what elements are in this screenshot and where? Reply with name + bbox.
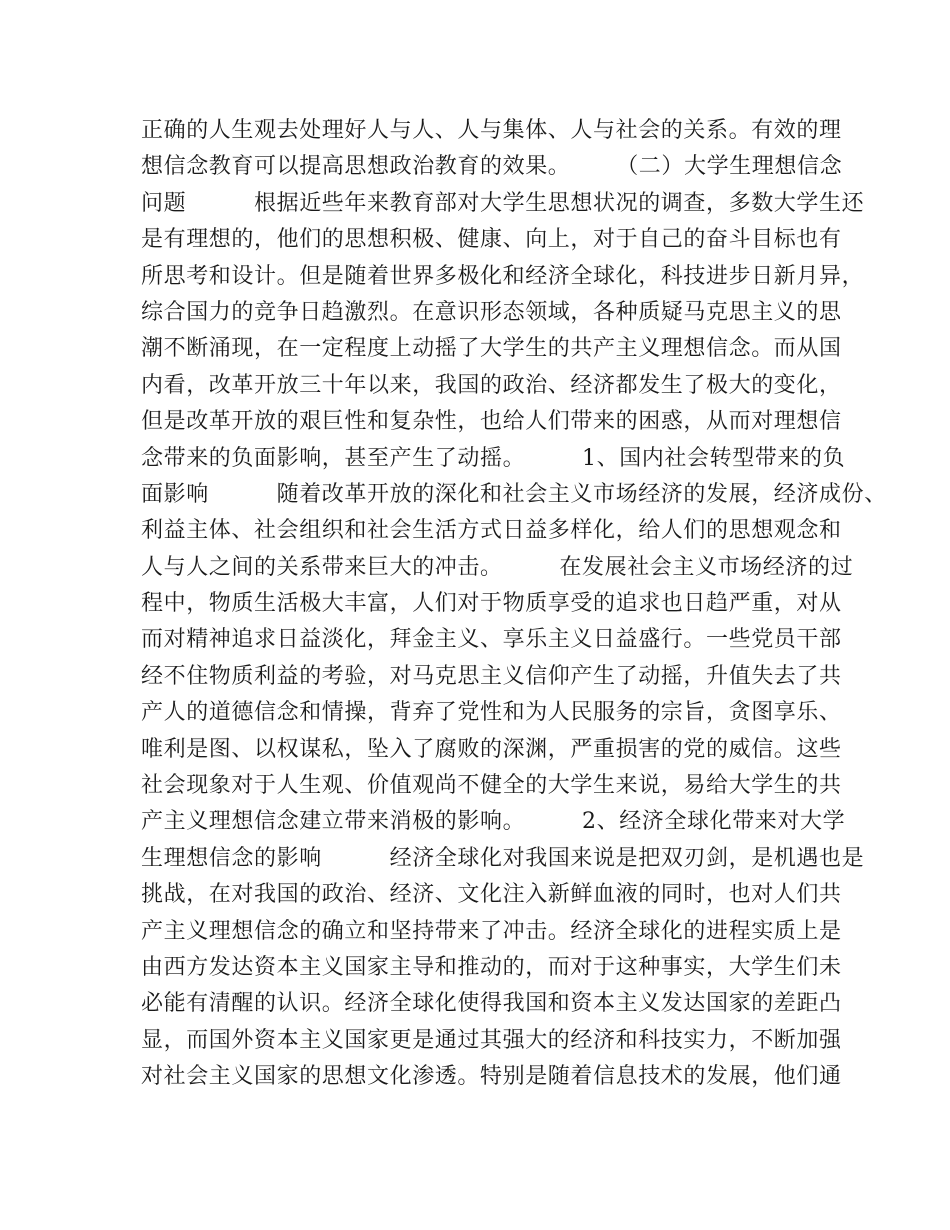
- text-line: 产主义理想信念建立带来消极的影响。 2、经济全球化带来对大学: [141, 809, 846, 835]
- text-line: 问题 根据近些年来教育部对大学生思想状况的调查，多数大学生还: [141, 190, 865, 216]
- text-line: 产人的道德信念和情操，背弃了党性和为人民服务的宗旨，贪图享乐、: [141, 700, 842, 726]
- text-line: 显，而国外资本主义国家更是通过其强大的经济和科技实力，不断加强: [141, 1027, 842, 1053]
- text-line: 利益主体、社会组织和社会生活方式日益多样化，给人们的思想观念和: [141, 518, 842, 544]
- text-line: 想信念教育可以提高思想政治教育的效果。 （二）大学生理想信念: [141, 154, 843, 180]
- text-line: 由西方发达资本主义国家主导和推动的，而对于这种事实，大学生们未: [141, 954, 842, 980]
- text-line: 唯利是图、以权谋私，坠入了腐败的深渊，严重损害的党的威信。这些: [141, 736, 842, 762]
- text-line: 是有理想的，他们的思想积极、健康、向上，对于自己的奋斗目标也有: [141, 227, 842, 253]
- text-line: 而对精神追求日益淡化，拜金主义、享乐主义日益盛行。一些党员干部: [141, 627, 842, 653]
- text-line: 对社会主义国家的思想文化渗透。特别是随着信息技术的发展，他们通: [141, 1064, 842, 1090]
- text-line: 人与人之间的关系带来巨大的冲击。 在发展社会主义市场经济的过: [141, 554, 854, 580]
- text-line: 内看，改革开放三十年以来，我国的政治、经济都发生了极大的变化，: [141, 372, 842, 398]
- text-line: 综合国力的竞争日趋激烈。在意识形态领域，各种质疑马克思主义的思: [141, 299, 842, 325]
- text-line: 正确的人生观去处理好人与人、人与集体、人与社会的关系。有效的理: [141, 118, 842, 143]
- text-line: 但是改革开放的艰巨性和复杂性，也给人们带来的困惑，从而对理想信: [141, 409, 842, 435]
- body-text: [141, 113, 887, 1096]
- text-line: 必能有清醒的认识。经济全球化使得我国和资本主义发达国家的差距凸: [141, 991, 842, 1017]
- text-line: 面影响 随着改革开放的深化和社会主义市场经济的发展，经济成份、: [141, 481, 887, 507]
- text-line: 念带来的负面影响，甚至产生了动摇。 1、国内社会转型带来的负: [141, 445, 846, 471]
- text-line: 社会现象对于人生观、价值观尚不健全的大学生来说，易给大学生的共: [141, 773, 842, 799]
- text-line: 程中，物质生活极大丰富，人们对于物质享受的追求也日趋严重，对从: [141, 591, 842, 617]
- text-line: 生理想信念的影响 经济全球化对我国来说是把双刃剑，是机遇也是: [141, 845, 865, 871]
- text-line: 挑战，在对我国的政治、经济、文化注入新鲜血液的同时，也对人们共: [141, 882, 842, 908]
- text-line: 所思考和设计。但是随着世界多极化和经济全球化，科技进步日新月异，: [141, 263, 865, 289]
- text-line: 潮不断涌现，在一定程度上动摇了大学生的共产主义理想信念。而从国: [141, 336, 842, 362]
- text-line: 产主义理想信念的确立和坚持带来了冲击。经济全球化的进程实质上是: [141, 918, 842, 944]
- text-line: 经不住物质利益的考验，对马克思主义信仰产生了动摇，升值失去了共: [141, 663, 842, 689]
